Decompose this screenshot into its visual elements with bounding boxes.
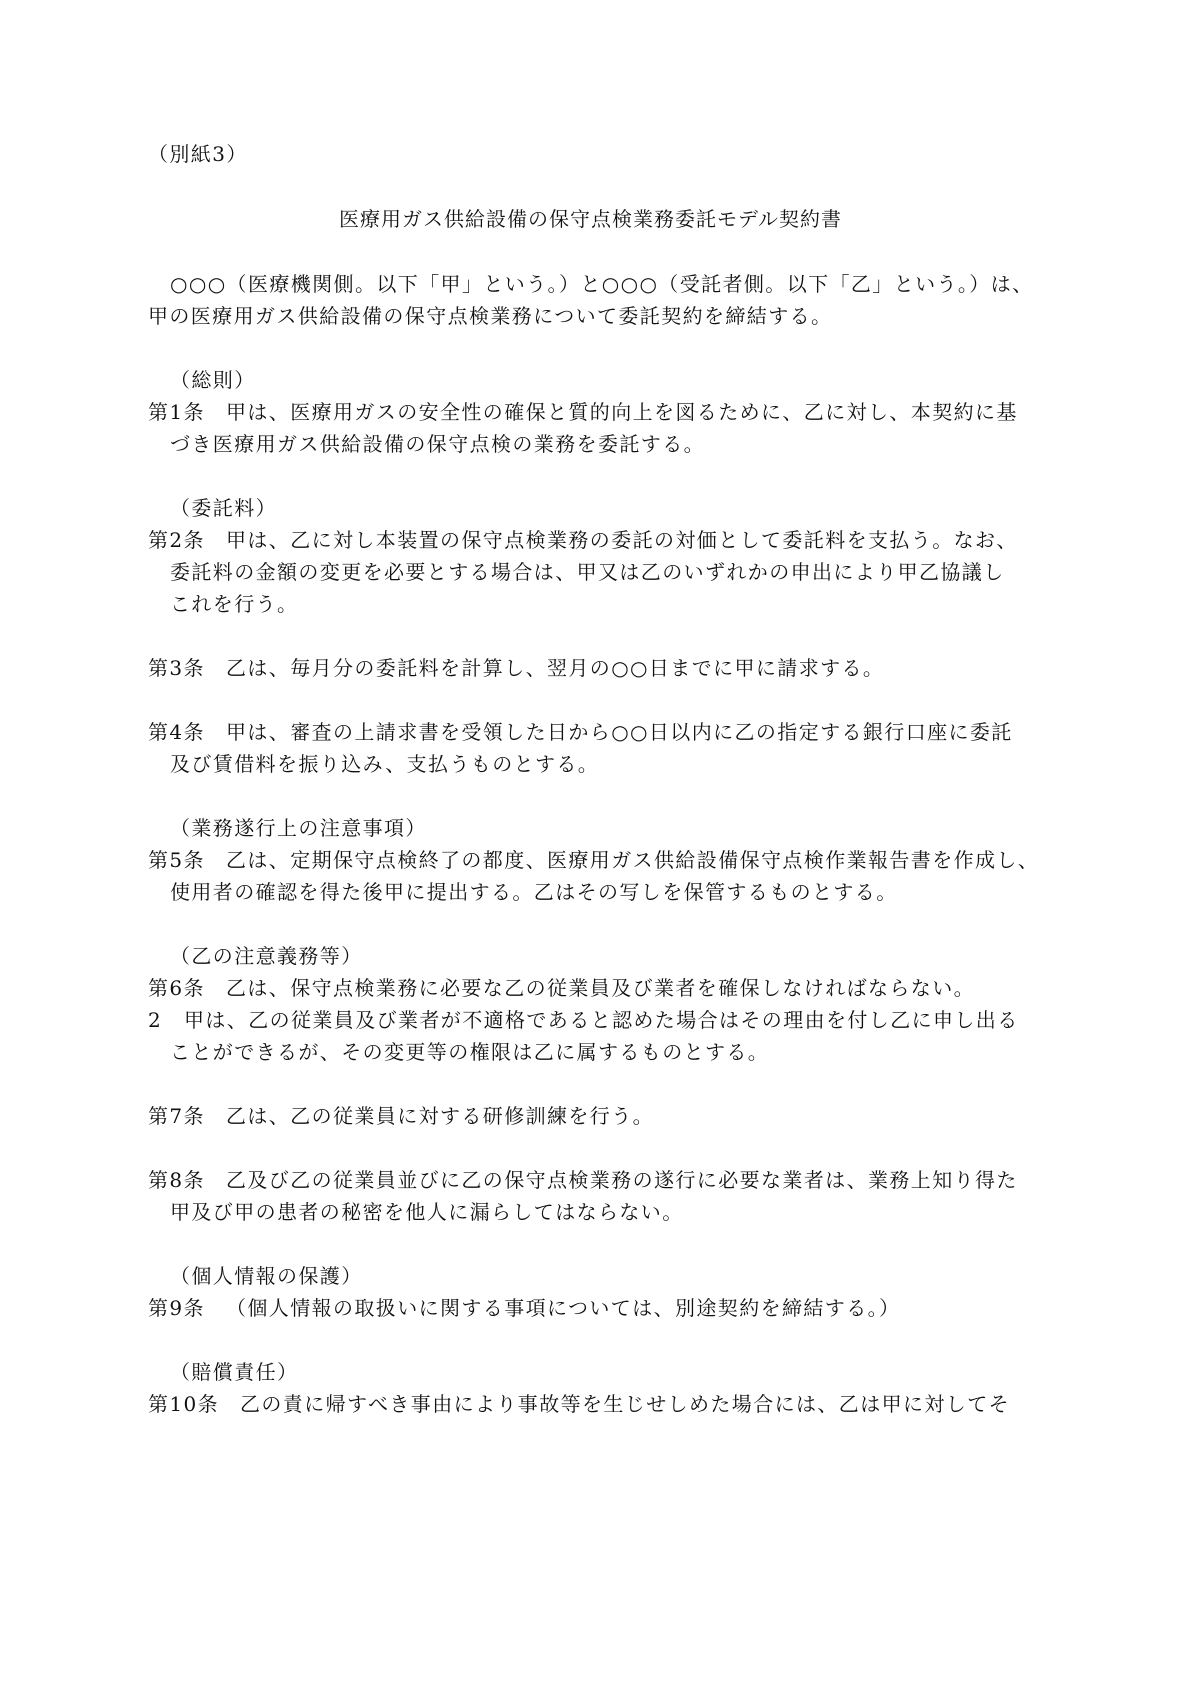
preamble-line: ○○○（医療機関側。以下「甲」という。）と○○○（受託者側。以下「乙」という。）は、 [170,272,1034,296]
article-text: 乙は、毎月分の委託料を計算し、翌月の○○日までに甲に請求する。 [226,656,885,680]
article-text: （個人情報の取扱いに関する事項については、別途契約を締結する。） [226,1296,901,1320]
article-text: 乙は、定期保守点検終了の都度、医療用ガス供給設備保守点検作業報告書を作成し、 [226,848,1040,872]
article-number: 第4条 [148,720,205,744]
attachment-label: （別紙3） [148,142,248,166]
article-8-line: 甲及び甲の患者の秘密を他人に漏らしてはならない。 [170,1200,684,1224]
article-4-line: 及び賃借料を振り込み、支払うものとする。 [170,752,600,776]
paragraph-number: 2 [148,1008,163,1032]
section-heading-general: （総則） [170,368,256,392]
article-1-line [148,398,1018,426]
article-2-line: これを行う。 [170,592,299,616]
article-text: 乙の責に帰すべき事由により事故等を生じせしめた場合には、乙は甲に対してそ [240,1392,1010,1416]
article-number: 第10条 [148,1392,220,1416]
article-4-line [148,718,1013,746]
article-9-line [148,1294,900,1322]
article-text: 乙は、保守点検業務に必要な乙の従業員及び業者を確保しなければならない。 [226,976,975,1000]
article-3-line [148,654,884,682]
article-2-line: 委託料の金額の変更を必要とする場合は、甲又は乙のいずれかの申出により甲乙協議し [170,560,1005,584]
article-5-line [148,846,1039,874]
section-heading-liability: （賠償責任） [170,1360,299,1384]
article-text: 甲は、乙の従業員及び業者が不適格であると認めた場合はその理由を付し乙に申し出る [184,1008,1019,1032]
article-number: 第6条 [148,976,205,1000]
article-number: 第2条 [148,528,205,552]
article-text: 乙は、乙の従業員に対する研修訓練を行う。 [226,1104,654,1128]
article-text: 甲は、乙に対し本装置の保守点検業務の委託の対価として委託料を支払う。なお、 [226,528,1018,552]
article-1-line: づき医療用ガス供給設備の保守点検の業務を委託する。 [170,432,705,456]
section-heading-privacy: （個人情報の保護） [170,1264,363,1288]
article-number: 第8条 [148,1168,205,1192]
article-text: 甲は、審査の上請求書を受領した日から○○日以内に乙の指定する銀行口座に委託 [226,720,1013,744]
article-text: 甲は、医療用ガスの安全性の確保と質的向上を図るために、乙に対し、本契約に基 [226,400,1018,424]
article-number: 第5条 [148,848,205,872]
article-10-line [148,1390,1010,1418]
article-5-line: 使用者の確認を得た後甲に提出する。乙はその写しを保管するものとする。 [170,880,898,904]
article-number: 第7条 [148,1104,205,1128]
article-number: 第1条 [148,400,205,424]
preamble-line: 甲の医療用ガス供給設備の保守点検業務について委託契約を締結する。 [148,304,833,328]
section-heading-otsu-care: （乙の注意義務等） [170,944,363,968]
article-6-line [148,974,975,1002]
article-6-para2-line: ことができるが、その変更等の権限は乙に属するものとする。 [170,1040,770,1064]
article-text: 乙及び乙の従業員並びに乙の保守点検業務の遂行に必要な業者は、業務上知り得た [226,1168,1018,1192]
section-heading-duties: （業務遂行上の注意事項） [170,816,427,840]
article-number: 第9条 [148,1296,205,1320]
article-7-line [148,1102,654,1130]
article-6-para2-line [148,1006,1019,1034]
article-8-line [148,1166,1018,1194]
document-title: 医療用ガス供給設備の保守点検業務委託モデル契約書 [339,207,842,231]
article-2-line [148,526,1018,554]
section-heading-fee: （委託料） [170,496,277,520]
article-number: 第3条 [148,656,205,680]
